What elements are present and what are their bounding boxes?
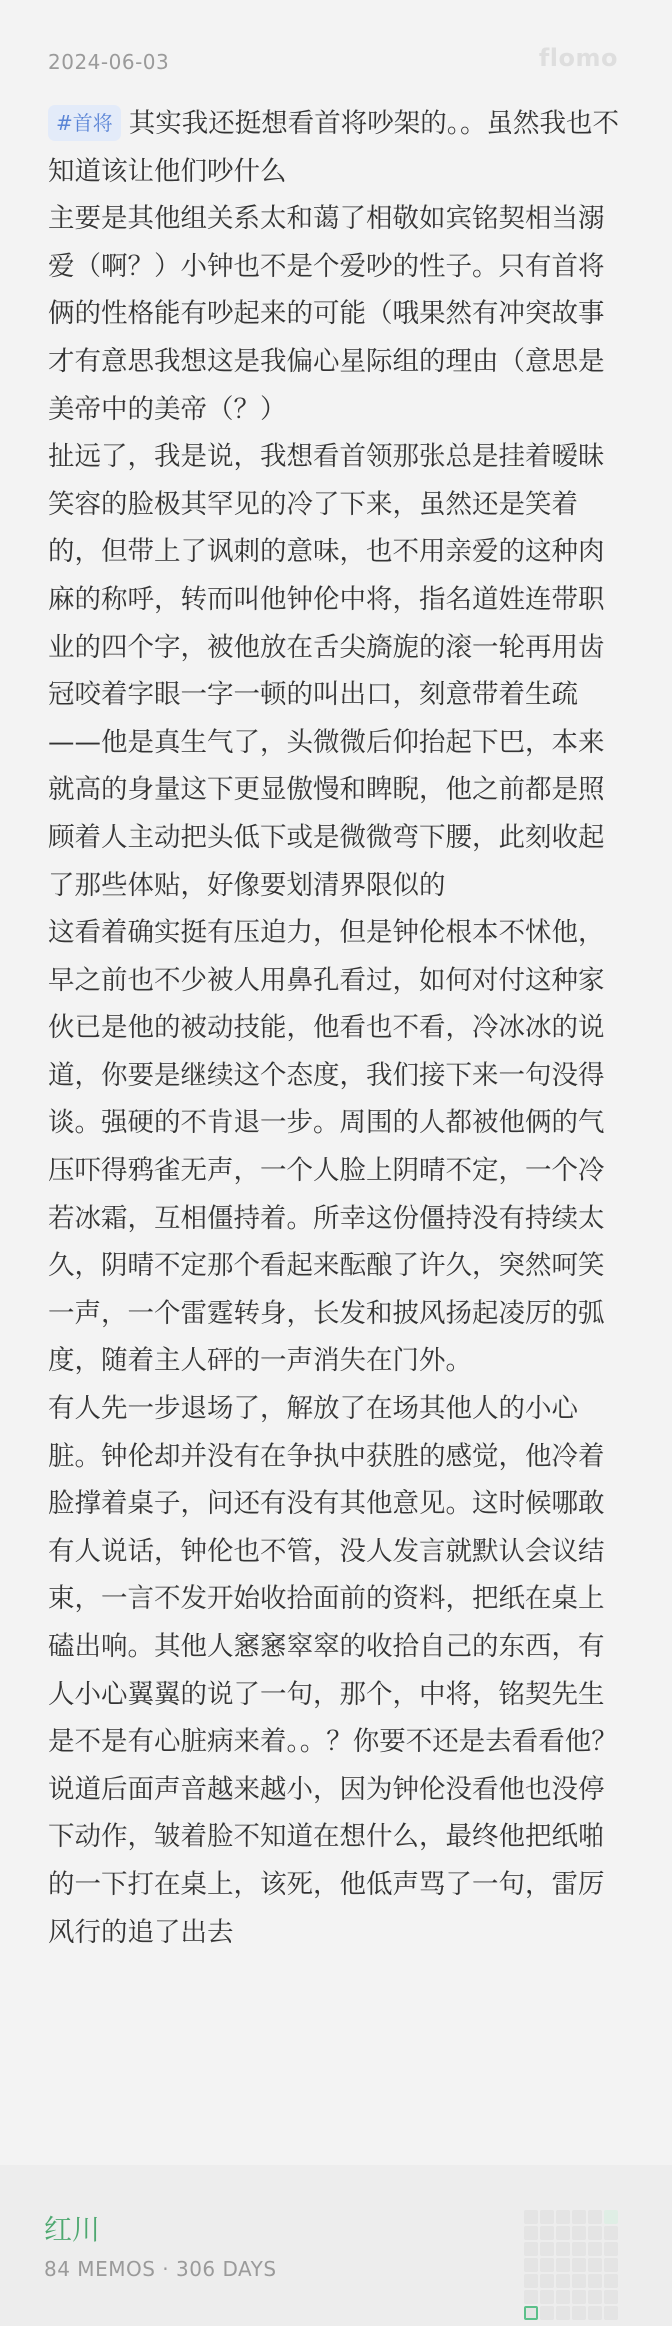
memo-paragraph-text: 其实我还挺想看首将吵架的。。虽然我也不知道该让他们吵什么 bbox=[48, 108, 620, 187]
tag-chip[interactable]: #首将 bbox=[48, 105, 121, 141]
memo-paragraph-5: 有人先一步退场了，解放了在场其他人的小心脏。钟伦却并没有在争执中获胜的感觉，他冷着脸撑着桌子，问还有没有其他意见。这时候哪敢有人说话，钟伦也不管，没人发言就默认会议结束，一言不发开始收拾面前的资料，把纸在桌上磕出响。其他人窸窸窣窣的收拾自己的东西，有人小心翼翼的说了一句，那个，中将，铭契先生是不是有心脏病来着。。？你要不还是去看看他？ bbox=[48, 1393, 618, 1758]
activity-heatmap-icon bbox=[524, 2210, 618, 2320]
memo-paragraph-3: 扯远了，我是说，我想看首领那张总是挂着暧昧笑容的脸极其罕见的冷了下来，虽然还是笑着的，但带上了讽刺的意味，也不用亲爱的这种肉麻的称呼，转而叫他钟伦中将，指名道姓连带职业的四个字，被他放在舌尖旖旎的滚一轮再用齿冠咬着字眼一字一顿的叫出口，刻意带着生疏——他是真生气了，头微微后仰抬起下巴，本来就高的身量这下更显傲慢和睥睨，他之前都是照顾着人主动把头低下或是微微弯下腰，此刻收起了那些体贴，好像要划清界限似的 bbox=[48, 441, 605, 901]
memo-paragraph-2: 主要是其他组关系太和蔼了相敬如宾铭契相当溺爱（啊？）小钟也不是个爱吵的性子。只有首将俩的性格能有吵起来的可能（哦果然有冲突故事才有意思我想这是我偏心星际组的理由（意思是美帝中的美帝（？） bbox=[48, 203, 605, 425]
memo-paragraph-1 bbox=[48, 100, 628, 195]
memo-date: 2024-06-03 bbox=[48, 50, 170, 74]
memo-content bbox=[48, 100, 628, 1956]
author-name: 红川 bbox=[44, 2213, 101, 2246]
memo-paragraph-6: 说道后面声音越来越小，因为钟伦没看他也没停下动作，皱着脸不知道在想什么，最终他把纸啪的一下打在桌上，该死，他低声骂了一句，雷厉风行的追了出去 bbox=[48, 1773, 605, 1948]
memo-paragraph-4: 这看着确实挺有压迫力，但是钟伦根本不怵他，早之前也不少被人用鼻孔看过，如何对付这种家伙已是他的被动技能，他看也不看，冷冰冰的说道，你要是继续这个态度，我们接下来一句没得谈。强硬的不肯退一步。周围的人都被他俩的气压吓得鸦雀无声，一个人脸上阴晴不定，一个冷若冰霜，互相僵持着。所幸这份僵持没有持续太久，阴晴不定那个看起来酝酿了许久，突然呵笑一声，一个雷霆转身，长发和披风扬起凌厉的弧度，随着主人砰的一声消失在门外。 bbox=[48, 917, 605, 1377]
flomo-logo: flomo bbox=[538, 44, 618, 72]
memo-stats: 84 MEMOS · 306 DAYS bbox=[44, 2257, 277, 2281]
